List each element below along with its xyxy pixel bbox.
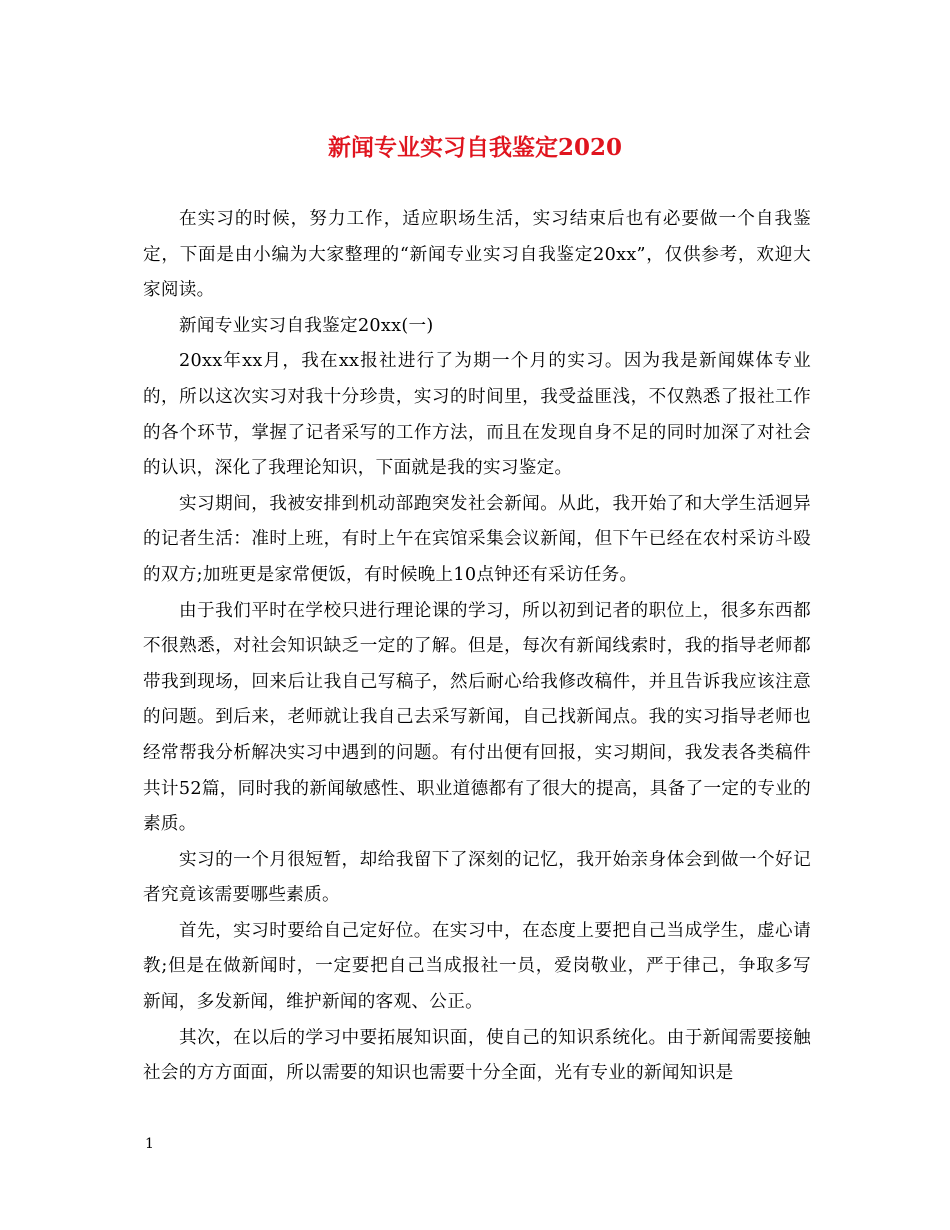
- paragraph-intro: 在实习的时候，努力工作，适应职场生活，实习结束后也有必要做一个自我鉴定，下面是由小编为大家整理的“新闻专业实习自我鉴定20xx”，仅供参考，欢迎大家阅读。: [143, 209, 811, 301]
- paragraph: 实习的一个月很短暂，却给我留下了深刻的记忆，我开始亲身体会到做一个好记者究竟该需要哪些素质。: [143, 849, 811, 906]
- paragraph: 首先，实习时要给自己定好位。在实习中，在态度上要把自己当成学生，虚心请教;但是在做新闻时，一定要把自己当成报社一员，爱岗敬业，严于律己，争取多写新闻，多发新闻，维护新闻的客观、公正。: [143, 920, 811, 1013]
- section-heading: 新闻专业实习自我鉴定20xx(一): [179, 315, 434, 336]
- document-title: 新闻专业实习自我鉴定2020: [327, 134, 622, 161]
- document-body: [143, 202, 811, 1092]
- paragraph: 由于我们平时在学校只进行理论课的学习，所以初到记者的职位上，很多东西都不很熟悉，对社会知识缺乏一定的了解。但是，每次有新闻线索时，我的指导老师都带我到现场，回来后让我自己写稿子，然后耐心给我修改稿件，并且告诉我应该注意的问题。到后来，老师就让我自己去采写新闻，自己找新闻点。我的实习指导老师也经常帮我分析解决实习中遇到的问题。有付出便有回报，实习期间，我发表各类稿件共计52篇，同时我的新闻敏感性、职业道德都有了很大的提高，具备了一定的专业的素质。: [143, 600, 811, 835]
- paragraph: 其次，在以后的学习中要拓展知识面，使自己的知识系统化。由于新闻需要接触社会的方方面面，所以需要的知识也需要十分全面，光有专业的新闻知识是: [143, 1027, 811, 1084]
- paragraph: 实习期间，我被安排到机动部跑突发社会新闻。从此，我开始了和大学生活迥异的记者生活：准时上班，有时上午在宾馆采集会议新闻，但下午已经在农村采访斗殴的双方;加班更是家常便饭，有时候晚上10点钟还有采访任务。: [143, 493, 811, 585]
- paragraph: 20xx年xx月，我在xx报社进行了为期一个月的实习。因为我是新闻媒体专业的，所以这次实习对我十分珍贵，实习的时间里，我受益匪浅，不仅熟悉了报社工作的各个环节，掌握了记者采写的工作方法，而且在发现自身不足的同时加深了对社会的认识，深化了我理论知识，下面就是我的实习鉴定。: [143, 351, 811, 479]
- page-number: 1: [145, 1136, 154, 1152]
